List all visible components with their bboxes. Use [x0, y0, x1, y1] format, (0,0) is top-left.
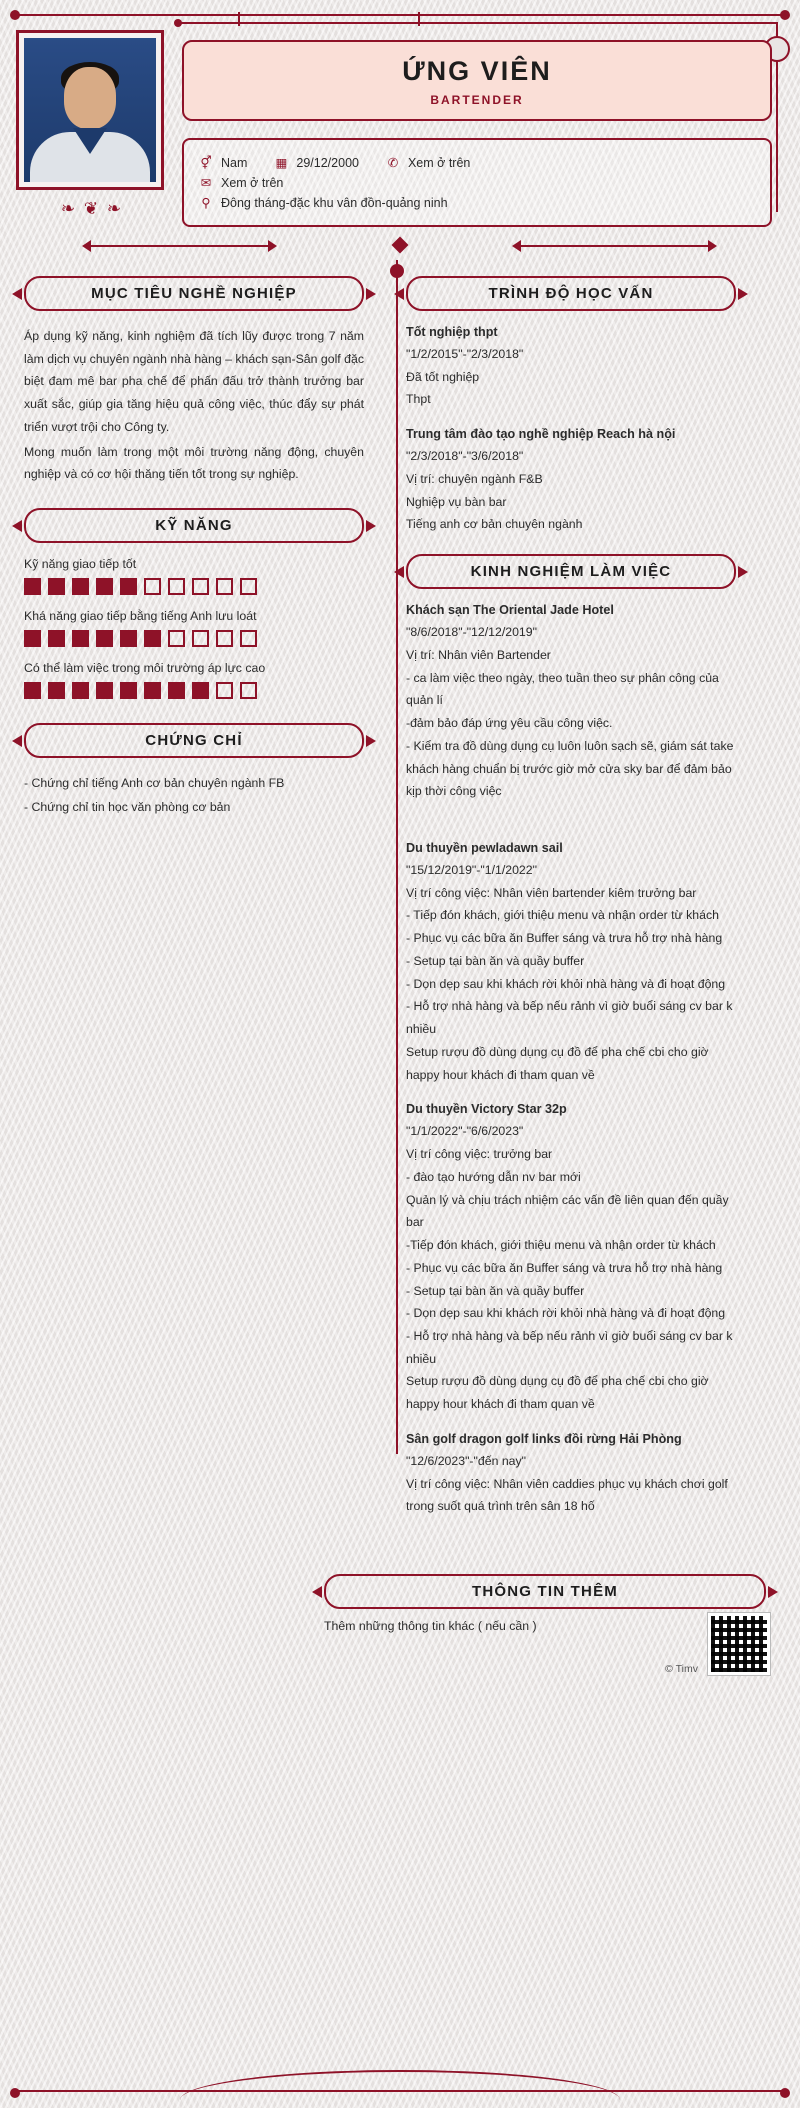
skill-dot: [192, 682, 209, 699]
laurel-ornament-icon: ❧ ❦ ❧: [60, 199, 124, 218]
skill-dot: [96, 630, 113, 647]
experience-line: "1/1/2022"-"6/6/2023": [406, 1124, 524, 1139]
skill-dot: [144, 682, 161, 699]
skill-dot: [168, 630, 185, 647]
contact-birthdate: [273, 155, 359, 170]
section-title-more: THÔNG TIN THÊM: [472, 1583, 618, 1601]
experience-line: Vị trí: Nhân viên Bartender: [406, 647, 551, 662]
frame-bottom-rule: [14, 2090, 786, 2092]
experience-line: "15/12/2019"-"1/1/2022": [406, 863, 537, 878]
contact-address-text: Đông tháng-đặc khu vân đồn-quảng ninh: [221, 195, 448, 210]
experience-line: - ca làm việc theo ngày, theo tuần theo sự phân công của quản lí: [406, 670, 719, 708]
experience-line: "12/6/2023"-"đến nay": [406, 1453, 527, 1468]
resume-body: [0, 260, 800, 1574]
mail-icon: ✉: [200, 176, 212, 190]
skill-dot: [192, 630, 209, 647]
divider-diamond: [392, 237, 409, 254]
objective-paragraph-1: Áp dụng kỹ năng, kinh nghiệm đã tích lũy được trong 7 năm làm dịch vụ chuyên ngành nhà hàng – khách sạn-Sân golf đặc biệt đam mê bar pha chế để phấn đấu trở thành trưởng bar xuất sắc, giúp gia tăng hiệu quả công việc, thúc đẩy sự phát triển vượt trội cho Công ty.: [24, 329, 364, 434]
section-title-objective: MỤC TIÊU NGHỀ NGHIỆP: [91, 285, 297, 302]
skill-dot: [192, 578, 209, 595]
experience-line: - Phục vụ các bữa ăn Buffer sáng và trưa hỗ trợ nhà hàng: [406, 1260, 723, 1275]
experience-company: Khách sạn The Oriental Jade Hotel: [406, 603, 614, 618]
experience-line: - Hỗ trợ nhà hàng và bếp nếu rảnh vì giờ buổi sáng cv bar k nhiều: [406, 999, 733, 1037]
contact-phone: [385, 155, 470, 170]
section-title-skills: KỸ NĂNG: [155, 517, 233, 535]
skill-dot: [120, 578, 137, 595]
resume-footer: [0, 1574, 800, 1749]
section-more-header: [324, 1574, 766, 1609]
skill-item: [24, 609, 364, 647]
corner-dot-bottom-left: [10, 2088, 20, 2098]
skill-dot: [216, 630, 233, 647]
contact-row: [198, 155, 756, 170]
skill-dot: [216, 578, 233, 595]
divider-line-right: [520, 245, 710, 247]
experience-line: Setup rượu đồ dùng dụng cụ đồ để pha chế cbi cho giờ happy hour khách đi tham quan về: [406, 1044, 709, 1082]
experience-entry: [406, 841, 736, 1086]
contact-row: [198, 175, 756, 190]
objective-paragraph-2: Mong muốn làm trong một môi trường năng động, chuyên nghiệp và có cơ hội thăng tiến tốt trong sự nghiệp.: [24, 444, 364, 482]
contact-email: [198, 175, 283, 190]
skill-label: Khá năng giao tiếp bằng tiếng Anh lưu loát: [24, 609, 257, 624]
rail-tick: [238, 12, 240, 26]
skill-dot: [168, 578, 185, 595]
skill-dot: [240, 630, 257, 647]
skill-dot: [72, 682, 89, 699]
experience-line: - Setup tại bàn ăn và quầy buffer: [406, 953, 585, 968]
skill-dot: [48, 578, 65, 595]
experience-company: Sân golf dragon golf links đồi rừng Hải Phòng: [406, 1431, 682, 1446]
contact-gender: [198, 155, 247, 170]
avatar: [16, 30, 164, 190]
section-objective-header: [24, 276, 364, 311]
skill-rating: [24, 578, 364, 595]
entry-spacer: [406, 819, 736, 841]
skill-dot: [96, 578, 113, 595]
skill-dot: [24, 578, 41, 595]
skill-dot: [144, 630, 161, 647]
experience-entry: [406, 1102, 736, 1416]
education-line: Vị trí: chuyên ngành F&B: [406, 471, 543, 486]
certificate-item: - Chứng chỉ tin học văn phòng cơ bản: [24, 799, 231, 814]
credit-label: © Timv: [665, 1663, 698, 1676]
education-line: Đã tốt nghiệp: [406, 369, 480, 384]
experience-line: "8/6/2018"-"12/12/2019": [406, 625, 537, 640]
header-rail: [178, 22, 778, 40]
qr-code-icon[interactable]: [708, 1613, 770, 1675]
page-title: ỨNG VIÊN: [402, 56, 552, 86]
education-line: "1/2/2015"-"2/3/2018": [406, 347, 524, 361]
resume-header: [0, 0, 800, 228]
rail-pin: [174, 19, 182, 27]
phone-icon: ✆: [387, 156, 399, 170]
section-skills-header: [24, 508, 364, 543]
rail-tick: [418, 12, 420, 26]
corner-dot-bottom-right: [780, 2088, 790, 2098]
gender-icon: ⚥: [200, 156, 212, 170]
education-line: "2/3/2018"-"3/6/2018": [406, 449, 524, 464]
section-divider: [0, 232, 800, 260]
divider-arrow-left: [512, 240, 521, 252]
skill-dot: [240, 682, 257, 699]
experience-line: - Tiếp đón khách, giới thiệu menu và nhận order từ khách: [406, 908, 719, 923]
contact-row: [198, 195, 756, 210]
experience-line: Quản lý và chịu trách nhiệm các vấn đề liên quan đến quầy bar: [406, 1192, 729, 1230]
education-line: Tiếng anh cơ bản chuyên ngành: [406, 517, 583, 532]
section-title-certificates: CHỨNG CHỈ: [145, 732, 243, 750]
skill-dot: [168, 682, 185, 699]
center-divider-rule: [396, 260, 398, 1454]
more-info-body: [324, 1619, 776, 1689]
section-education-header: [406, 276, 736, 311]
section-title-experience: KINH NGHIỆM LÀM VIỆC: [470, 563, 672, 581]
experience-line: -Tiếp đón khách, giới thiệu menu và nhận order từ khách: [406, 1238, 716, 1253]
experience-line: -đảm bảo đáp ứng yêu cầu công việc.: [406, 716, 613, 731]
experience-entry: [406, 603, 736, 803]
divider-line-left: [90, 245, 270, 247]
education-school: Trung tâm đào tạo nghề nghiệp Reach hà nội: [406, 427, 676, 442]
certificate-item: - Chứng chỉ tiếng Anh cơ bản chuyên ngành FB: [24, 776, 285, 791]
contact-card: [182, 138, 772, 227]
skill-dot: [72, 630, 89, 647]
experience-line: - Dọn dẹp sau khi khách rời khỏi nhà hàng và đi hoạt động: [406, 976, 726, 991]
left-column: [24, 260, 380, 1534]
skill-item: [24, 557, 364, 595]
contact-phone-text: Xem ở trên: [407, 155, 471, 170]
skill-dot: [120, 682, 137, 699]
contact-gender-text: Nam: [221, 155, 248, 170]
right-column: [380, 260, 736, 1534]
experience-line: Vị trí công việc: Nhân viên caddies phục vụ khách chơi golf trong suốt quá trình trên sân 18 hố: [406, 1476, 728, 1514]
skill-dot: [240, 578, 257, 595]
divider-arrow-right: [708, 240, 717, 252]
skill-dot: [72, 578, 89, 595]
more-info-text: Thêm những thông tin khác ( nếu cần ): [324, 1619, 537, 1634]
section-experience-header: [406, 554, 736, 589]
job-role: BARTENDER: [430, 93, 524, 107]
avatar-face: [64, 67, 116, 129]
skill-dot: [24, 630, 41, 647]
skill-dot: [120, 630, 137, 647]
calendar-icon: ▦: [275, 156, 288, 170]
experience-line: Setup rượu đồ dùng dụng cụ đồ để pha chế cbi cho giờ happy hour khách đi tham quan về: [406, 1374, 709, 1412]
experience-line: - Kiểm tra đồ dùng dụng cụ luôn luôn sạch sẽ, giám sát take khách hàng chuẩn bị trước giờ mở cửa sky bar để đảm bảo kịp thời công việc: [406, 738, 734, 799]
skill-dot: [48, 630, 65, 647]
skill-dot: [144, 578, 161, 595]
skill-dot: [216, 682, 233, 699]
experience-line: - Dọn dẹp sau khi khách rời khỏi nhà hàng và đi hoạt động: [406, 1306, 726, 1321]
education-entry: [406, 427, 736, 536]
divider-arrow-left: [82, 240, 91, 252]
experience-entry: [406, 1432, 736, 1518]
experience-line: Vị trí công việc: Nhân viên bartender kiêm trưởng bar: [406, 885, 697, 900]
education-line: Nghiệp vụ bàn bar: [406, 494, 507, 509]
skill-item: [24, 661, 364, 699]
education-school: Tốt nghiệp thpt: [406, 325, 498, 339]
skill-dot: [24, 682, 41, 699]
skill-rating: [24, 682, 364, 699]
experience-line: Vị trí công việc: trưởng bar: [406, 1147, 553, 1162]
contact-birthdate-text: 29/12/2000: [296, 155, 359, 170]
divider-arrow-right: [268, 240, 277, 252]
skill-rating: [24, 630, 364, 647]
skill-label: Kỹ năng giao tiếp tốt: [24, 557, 137, 572]
frame-bottom-arc: [180, 2070, 620, 2100]
avatar-photo: [24, 38, 156, 182]
location-icon: ⚲: [201, 196, 211, 210]
experience-company: Du thuyền pewladawn sail: [406, 841, 563, 856]
experience-line: - đào tạo hướng dẫn nv bar mới: [406, 1169, 581, 1184]
education-entry: [406, 325, 736, 411]
section-title-education: TRÌNH ĐỘ HỌC VẤN: [488, 285, 654, 302]
education-line: Thpt: [406, 392, 431, 407]
experience-company: Du thuyền Victory Star 32p: [406, 1102, 567, 1117]
experience-line: - Hỗ trợ nhà hàng và bếp nếu rảnh vì giờ buổi sáng cv bar k nhiều: [406, 1328, 733, 1366]
skill-dot: [96, 682, 113, 699]
name-card: [182, 40, 772, 121]
center-rule-dot-top: [390, 264, 404, 278]
skill-dot: [48, 682, 65, 699]
skill-label: Có thể làm việc trong môi trường áp lực cao: [24, 661, 266, 676]
contact-email-text: Xem ở trên: [221, 175, 284, 190]
contact-address: [198, 195, 448, 210]
section-certificates-header: [24, 723, 364, 758]
experience-line: - Setup tại bàn ăn và quầy buffer: [406, 1283, 585, 1298]
experience-line: - Phục vụ các bữa ăn Buffer sáng và trưa hỗ trợ nhà hàng: [406, 931, 723, 946]
